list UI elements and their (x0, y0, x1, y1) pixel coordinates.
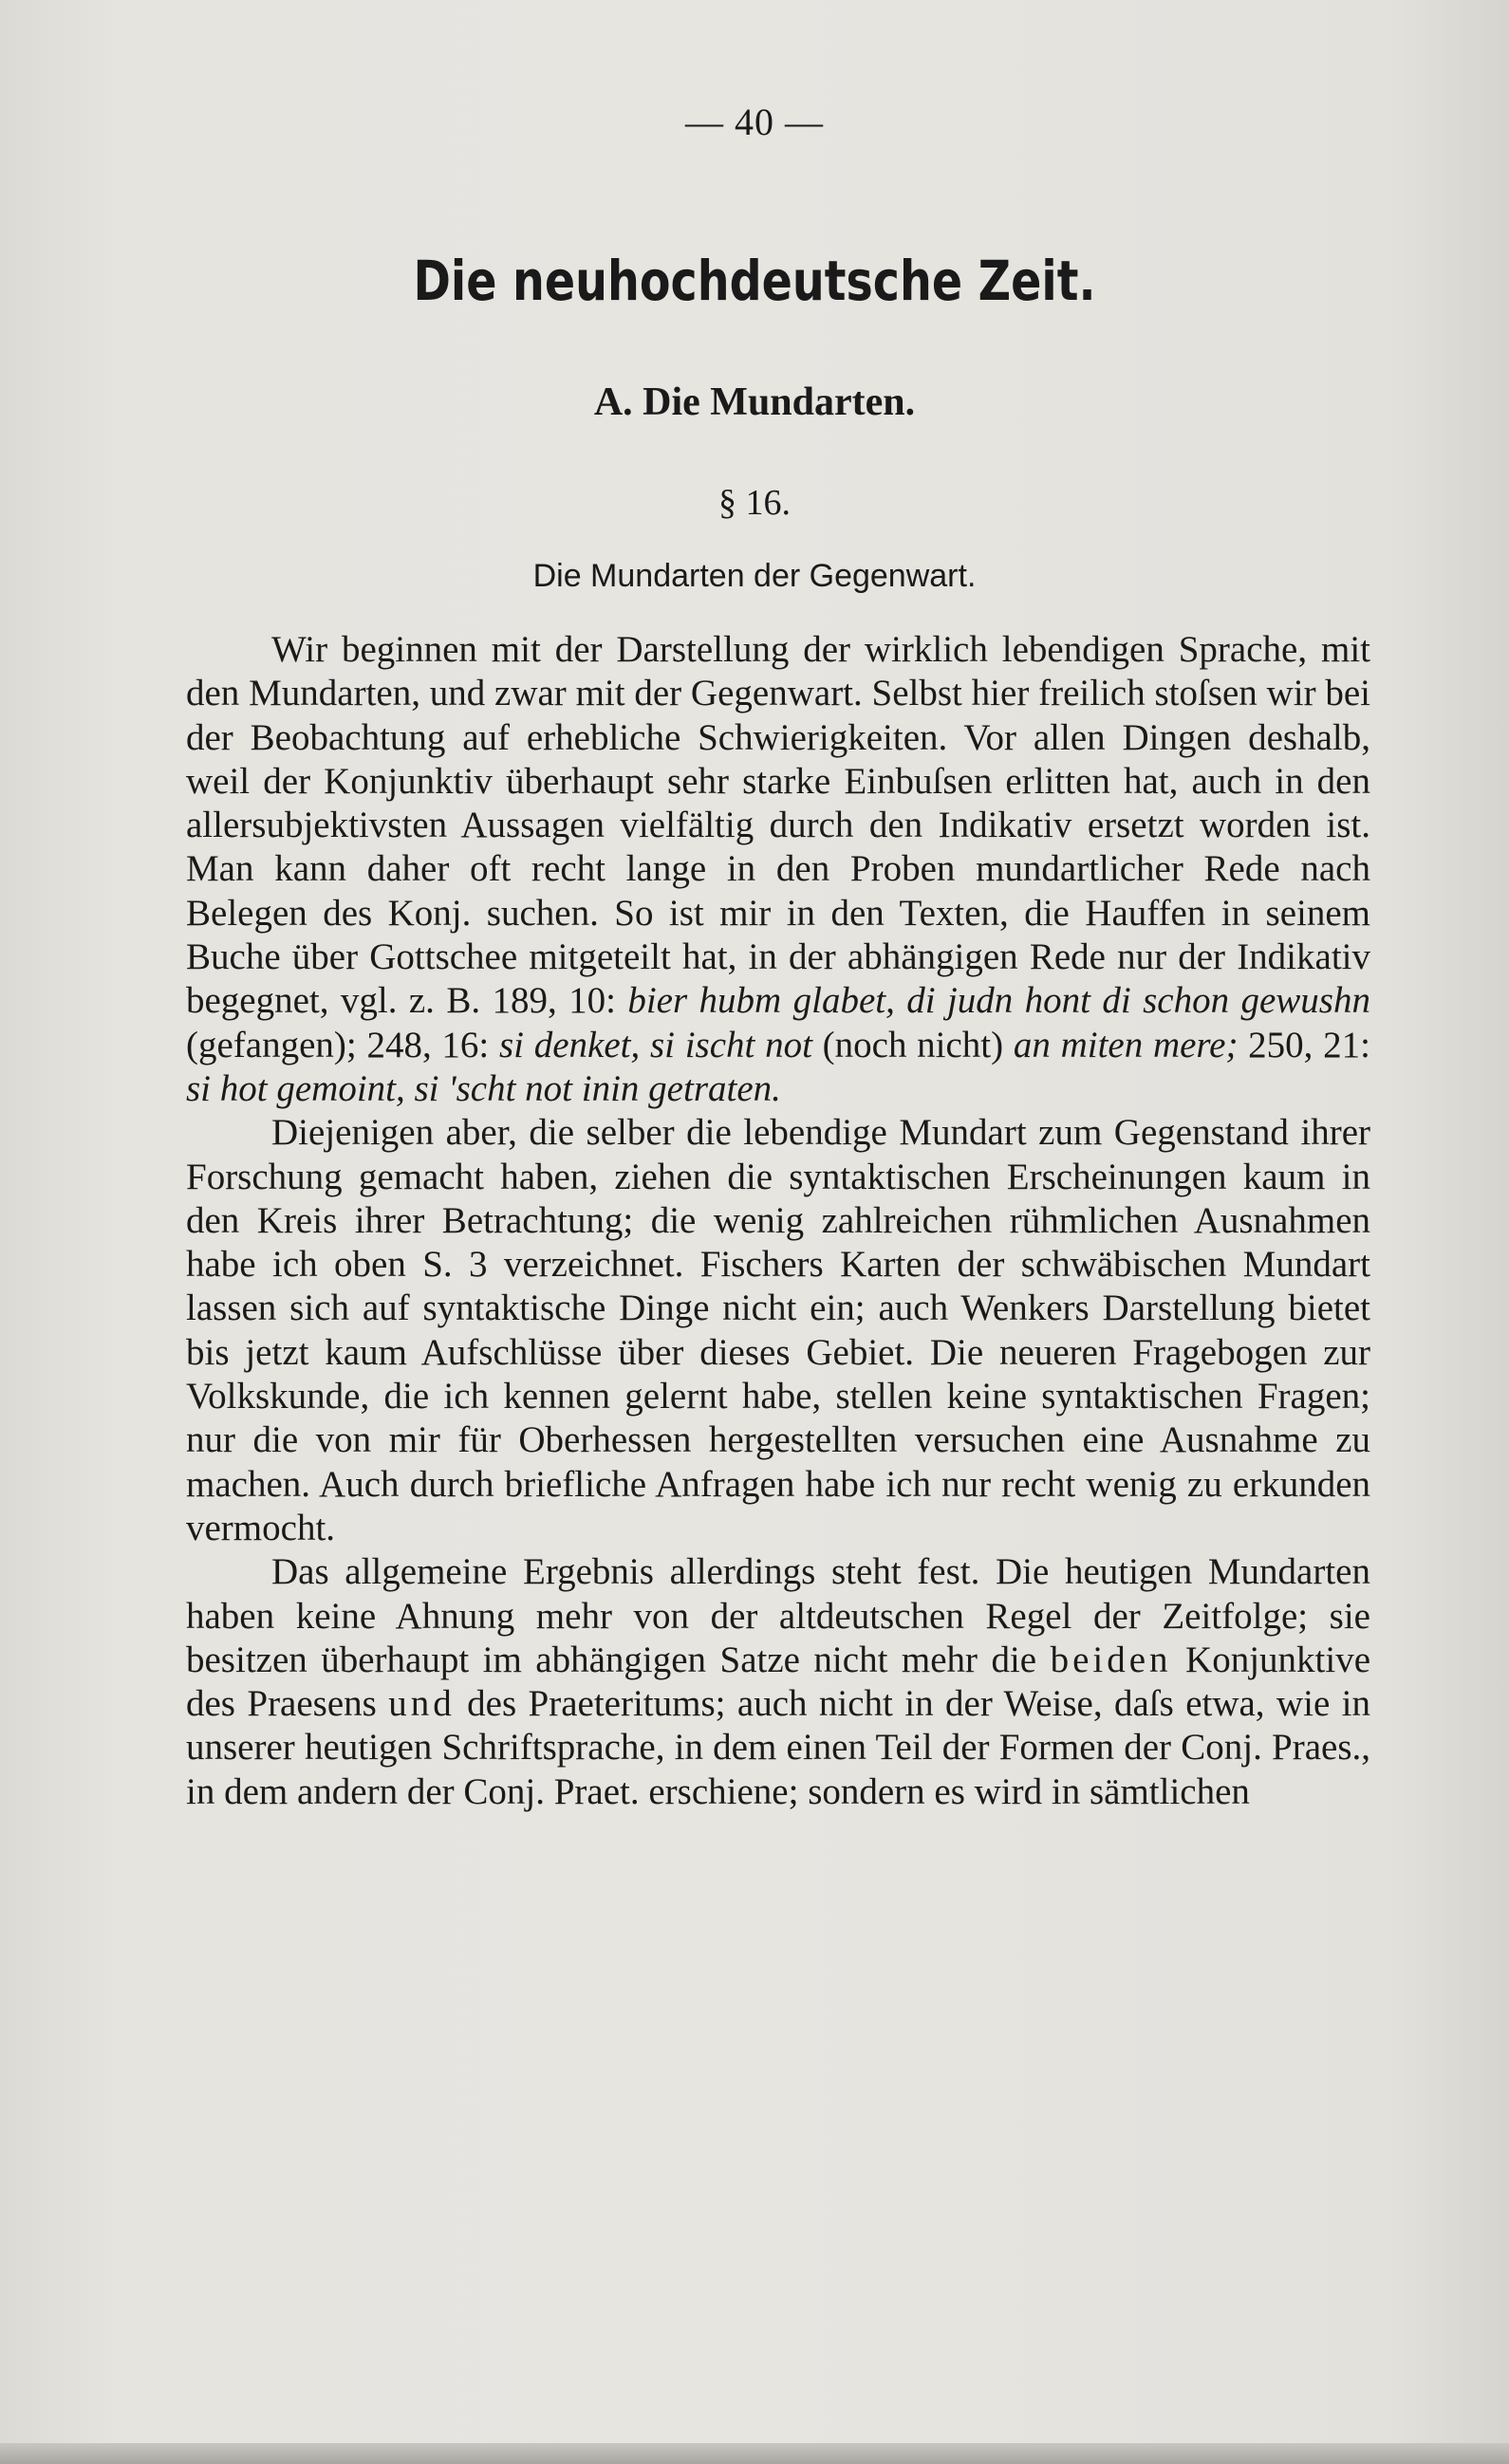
page-number: — 40 — (685, 101, 824, 143)
p3-text-1: Das allgemeine Ergebnis allerdings steht fest. Die heutigen Mundarten haben keine Ahnung mehr von der altdeutschen Regel der Zeitfolge; sie besitzen überhaupt im abhängigen Satze nicht mehr die (186, 1551, 1370, 1680)
subsection-heading: Die Mundarten der Gegenwart. (532, 558, 977, 594)
p1-text-4: 250, 21: (1238, 1024, 1370, 1065)
p1-text-1: Wir beginnen mit der Darstellung der wirklich lebendigen Sprache, mit den Mundarten, und zwar mit der Gegenwart. Selbst hier freilich stoſsen wir bei der Beobachtung auf erhebliche Schwierigkeiten. Vor allen Dingen deshalb, weil der Konjunktiv überhaupt sehr starke Einbuſsen erlitten hat, auch in den allersubjektivsten Aussagen vielfältig durch den Indikativ ersetzt worden ist. Man kann daher oft recht lange in den Proben mundartlicher Rede nach Belegen des Konj. suchen. So ist mir in den Texten, die Hauffen in seinem Buche über Gottschee mitgeteilt hat, in der abhängigen Rede nur der Indikativ begegnet, vgl. z. B. 189, 10: (186, 629, 1370, 1022)
paragraph-2: Diejenigen aber, die selber die lebendige Mundart zum Gegenstand ihrer Forschung gemacht haben, ziehen die syntaktischen Erscheinungen kaum in den Kreis ihrer Betrachtung; die wenig zahlreichen rühmlichen Ausnahmen habe ich oben S. 3 verzeichnet. Fischers Karten der schwäbischen Mundart lassen sich auf syntaktische Dinge nicht ein; auch Wenkers Darstellung bietet bis jetzt kaum Aufschlüsse über dieses Gebiet. Die neueren Fragebogen zur Volkskunde, die ich kennen gelernt habe, stellen keine syntaktischen Fragen; nur die von mir für Oberhessen hergestellten versuchen eine Ausnahme zu machen. Auch durch briefliche Anfragen habe ich nur recht wenig zu erkunden vermocht. (186, 1112, 1370, 1548)
paragraph-1 (186, 628, 1370, 1111)
p1-dialect-quote-3: an miten mere; (1013, 1024, 1239, 1065)
paragraph-number: § 16. (718, 483, 791, 523)
section-heading: A. Die Mundarten. (593, 380, 916, 424)
p3-emphasis-2: und (388, 1683, 456, 1725)
chapter-title: Die neuhochdeutsche Zeit. (413, 249, 1096, 313)
p3-text-2: Konjunktive des Praesens (186, 1639, 1371, 1725)
paragraph-3 (186, 1550, 1370, 1814)
page-bottom-edge (0, 2443, 1509, 2464)
body-text (186, 628, 1370, 1814)
p1-text-2: (gefangen); 248, 16: (186, 1024, 499, 1065)
p1-dialect-quote-2: si denket, si ischt not (498, 1024, 812, 1065)
p1-dialect-quote-1: bier hubm glabet, di judn hont di schon gewushn (627, 980, 1370, 1022)
p3-emphasis-1: beiden (1050, 1639, 1172, 1680)
p3-text-3: des Praeteritums; auch nicht in der Weise, daſs etwa, wie in unserer heutigen Schriftsprache, in dem einen Teil der Formen der Conj. Praes., in dem andern der Conj. Praet. erschiene; sondern es wird in sämtlichen (186, 1683, 1371, 1812)
p1-dialect-quote-4: si hot gemoint, si 'scht not inin getraten. (186, 1067, 781, 1109)
p1-text-3: (noch nicht) (811, 1024, 1014, 1065)
